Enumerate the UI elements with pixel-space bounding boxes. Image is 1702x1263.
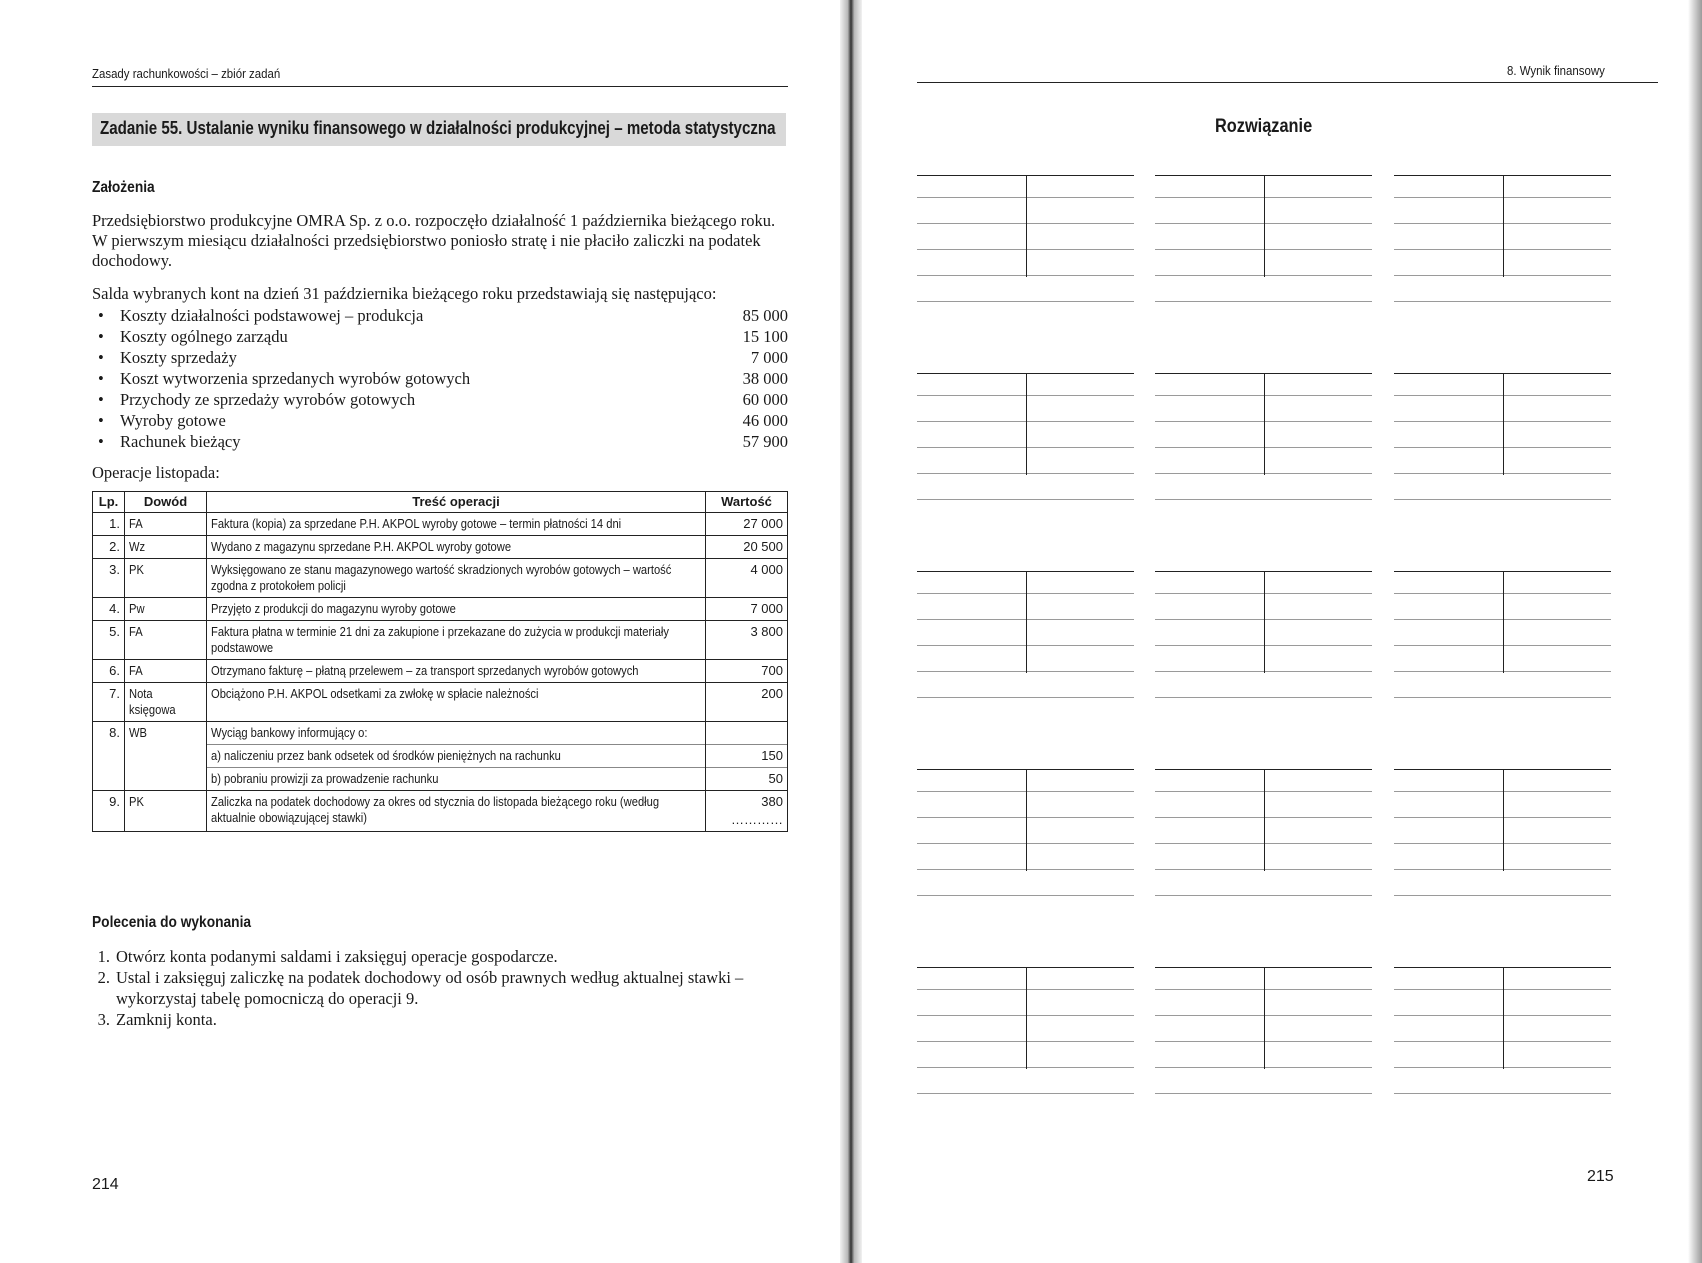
cell-wartosc: 7 000: [706, 598, 788, 621]
row8-a: a) naliczeniu przez bank odsetek od środków pieniężnych na rachunku: [207, 744, 705, 767]
balance-value: 60 000: [742, 390, 788, 409]
cell-tresc: Wydano z magazynu sprzedane P.H. AKPOL wyroby gotowe: [207, 536, 706, 559]
t-account-divider: [1264, 967, 1265, 1069]
t-account: [917, 571, 1134, 699]
running-head-left: Zasady rachunkowości – zbiór zadań: [92, 66, 281, 81]
balance-value: 38 000: [742, 369, 788, 388]
cell-dowod: Wz: [125, 536, 207, 559]
t-account: [917, 769, 1134, 897]
task-number: 2.: [97, 968, 110, 987]
intro-paragraph: Przedsiębiorstwo produkcyjne OMRA Sp. z o.o. rozpoczęło działalność 1 października bieżącego roku. W pierwszym miesiącu działalności przedsiębiorstwo poniosło stratę i nie płaciło zaliczki na podatek dochodowy.: [92, 211, 776, 270]
row8-header-val: [706, 722, 787, 744]
t-account-divider: [1503, 373, 1504, 475]
t-account-rule: [917, 499, 1134, 500]
cell-lp: 5.: [93, 621, 125, 660]
balance-item: [92, 368, 788, 389]
t-account: [1394, 571, 1611, 699]
operations-table: [92, 491, 788, 832]
table-row-4: [93, 598, 788, 621]
balance-label: • Koszty sprzedaży: [92, 347, 237, 368]
cell-lp: 3.: [93, 559, 125, 598]
t-account: [1155, 373, 1372, 501]
cell-dowod: PK: [125, 791, 207, 832]
cell-tresc: Faktura (kopia) za sprzedane P.H. AKPOL wyroby gotowe – termin płatności 14 dni: [207, 513, 706, 536]
balance-label: • Koszty ogólnego zarządu: [92, 326, 288, 347]
t-account: [1394, 769, 1611, 897]
balances-list: [92, 305, 788, 452]
t-account-divider: [1026, 373, 1027, 475]
cell-dowod: Pw: [125, 598, 207, 621]
header-lp: Lp.: [93, 492, 125, 513]
table-row-2: [93, 536, 788, 559]
page-number-right: 215: [1587, 1168, 1614, 1185]
t-account-divider: [1503, 769, 1504, 871]
t-account: [917, 967, 1134, 1095]
t-account-rule: [917, 301, 1134, 302]
cell-tresc: Przyjęto z produkcji do magazynu wyroby gotowe: [207, 598, 706, 621]
t-account: [1394, 175, 1611, 303]
t-account-divider: [1503, 967, 1504, 1069]
cell-dowod: WB: [125, 722, 207, 791]
balance-item: [92, 389, 788, 410]
cell-tresc: Obciążono P.H. AKPOL odsetkami za zwłokę w spłacie należności: [207, 683, 706, 722]
zalozenia-heading: Założenia: [92, 179, 155, 196]
t-account-rule: [1155, 499, 1372, 500]
t-account-rule: [1155, 1093, 1372, 1094]
cell-lp: 7.: [93, 683, 125, 722]
operations-intro: Operacje listopada:: [92, 463, 220, 482]
table-row-8: [93, 722, 788, 791]
cell-lp: 4.: [93, 598, 125, 621]
solution-title: Rozwiązanie: [1215, 116, 1313, 137]
cell-tresc: Wyksięgowano ze stanu magazynowego wartość skradzionych wyrobów gotowych – wartość zgodna z protokołem policji: [207, 559, 706, 598]
task-item: [92, 1009, 788, 1030]
cell-dowod: FA: [125, 621, 207, 660]
t-account-divider: [1264, 571, 1265, 673]
cell-tresc: Otrzymano fakturę – płatną przelewem – za transport sprzedanych wyrobów gotowych: [207, 660, 706, 683]
balance-label: • Koszt wytworzenia sprzedanych wyrobów gotowych: [92, 368, 470, 389]
row8-b-val: 50: [706, 767, 787, 790]
t-account-rule: [917, 1093, 1134, 1094]
t-account: [1394, 373, 1611, 501]
task-number: 1.: [97, 947, 110, 966]
t-account-rule: [1155, 895, 1372, 896]
cell-lp: 6.: [93, 660, 125, 683]
t-account: [1155, 967, 1372, 1095]
row8-a-val: 150: [706, 744, 787, 767]
t-account-divider: [1264, 373, 1265, 475]
row8-header: Wyciąg bankowy informujący o:: [211, 725, 368, 740]
balance-value: 46 000: [742, 411, 788, 430]
cell-wartosc: 4 000: [706, 559, 788, 598]
t-account-divider: [1026, 571, 1027, 673]
t-account-rule: [1394, 499, 1611, 500]
task-number: 3.: [97, 1010, 110, 1029]
t-account-rule: [917, 895, 1134, 896]
row8-b: b) pobraniu prowizji za prowadzenie rachunku: [207, 767, 705, 790]
balance-item: [92, 305, 788, 326]
t-account-rule: [1394, 697, 1611, 698]
balance-item: [92, 431, 788, 452]
t-account: [1394, 967, 1611, 1095]
table-row-5: [93, 621, 788, 660]
polecenia-heading: Polecenia do wykonania: [92, 914, 252, 931]
balance-item: [92, 410, 788, 431]
cell-dowod: Nota księgowa: [125, 683, 207, 722]
cell-wartosc: 27 000: [706, 513, 788, 536]
balance-label: • Wyroby gotowe: [92, 410, 226, 431]
running-head-rule-right: [917, 82, 1658, 83]
left-page: [0, 0, 840, 1263]
balance-value: 85 000: [742, 306, 788, 325]
balance-item: [92, 347, 788, 368]
cell-lp: 1.: [93, 513, 125, 536]
table-row-9: [93, 791, 788, 832]
row9-value: 380: [761, 794, 783, 809]
balance-value: 57 900: [742, 432, 788, 451]
running-head-right: 8. Wynik finansowy: [1507, 63, 1605, 78]
task-item: [92, 967, 788, 1009]
balance-label: • Przychody ze sprzedaży wyrobów gotowych: [92, 389, 415, 410]
table-row-6: [93, 660, 788, 683]
cell-lp: 2.: [93, 536, 125, 559]
balances-intro: Salda wybranych kont na dzień 31 października bieżącego roku przedstawiają się następująco:: [92, 284, 717, 303]
t-account-divider: [1264, 175, 1265, 277]
t-account-rule: [1155, 697, 1372, 698]
running-head-rule: [92, 86, 788, 87]
cell-wartosc: [706, 722, 788, 791]
t-account-divider: [1503, 571, 1504, 673]
balance-value: 7 000: [750, 348, 788, 367]
header-wartosc: Wartość: [706, 492, 788, 513]
t-account-rule: [1155, 301, 1372, 302]
t-account: [1155, 571, 1372, 699]
row9-dots: …………: [731, 812, 783, 827]
t-account-rule: [1394, 1093, 1611, 1094]
t-account-divider: [1503, 175, 1504, 277]
table-header-row: [93, 492, 788, 513]
cell-wartosc: 20 500: [706, 536, 788, 559]
header-tresc: Treść operacji: [207, 492, 706, 513]
book-gutter: [840, 0, 862, 1263]
cell-wartosc: [706, 791, 788, 832]
t-account-rule: [917, 697, 1134, 698]
table-row-7: [93, 683, 788, 722]
balance-item: [92, 326, 788, 347]
t-account-divider: [1026, 769, 1027, 871]
task-item: [92, 946, 788, 967]
t-account-divider: [1026, 967, 1027, 1069]
cell-wartosc: 3 800: [706, 621, 788, 660]
cell-dowod: PK: [125, 559, 207, 598]
t-account-rule: [1394, 301, 1611, 302]
t-account: [1155, 769, 1372, 897]
tasks-list: [92, 946, 788, 1030]
header-dowod: Dowód: [125, 492, 207, 513]
t-account: [917, 175, 1134, 303]
balance-label: • Rachunek bieżący: [92, 431, 240, 452]
cell-lp: 9.: [93, 791, 125, 832]
t-account-divider: [1026, 175, 1027, 277]
cell-tresc: Faktura płatna w terminie 21 dni za zakupione i przekazane do zużycia w produkcji materiały podstawowe: [207, 621, 706, 660]
balance-value: 15 100: [742, 327, 788, 346]
cell-wartosc: 700: [706, 660, 788, 683]
task-text: Ustal i zaksięguj zaliczkę na podatek dochodowy od osób prawnych według aktualnej stawki – wykorzystaj tabelę pomocniczą do operacji 9.: [116, 968, 744, 1008]
table-row-3: [93, 559, 788, 598]
balance-label: • Koszty działalności podstawowej – produkcja: [92, 305, 423, 326]
cell-wartosc: 200: [706, 683, 788, 722]
table-row-1: [93, 513, 788, 536]
cell-dowod: FA: [125, 660, 207, 683]
t-account: [1155, 175, 1372, 303]
cell-tresc: [207, 722, 706, 791]
page-edge: [1688, 0, 1702, 1263]
cell-dowod: FA: [125, 513, 207, 536]
task-text: Otwórz konta podanymi saldami i zaksięguj operacje gospodarcze.: [116, 947, 558, 966]
t-account-rule: [1394, 895, 1611, 896]
task-title: Zadanie 55. Ustalanie wyniku finansowego w działalności produkcyjnej – metoda statystyczna: [100, 118, 776, 138]
cell-tresc: Zaliczka na podatek dochodowy za okres od stycznia do listopada bieżącego roku (według aktualnie obowiązującej stawki): [207, 791, 706, 832]
task-text: Zamknij konta.: [116, 1010, 217, 1029]
page-number-left: 214: [92, 1176, 119, 1193]
t-account-divider: [1264, 769, 1265, 871]
cell-lp: 8.: [93, 722, 125, 791]
t-account: [917, 373, 1134, 501]
